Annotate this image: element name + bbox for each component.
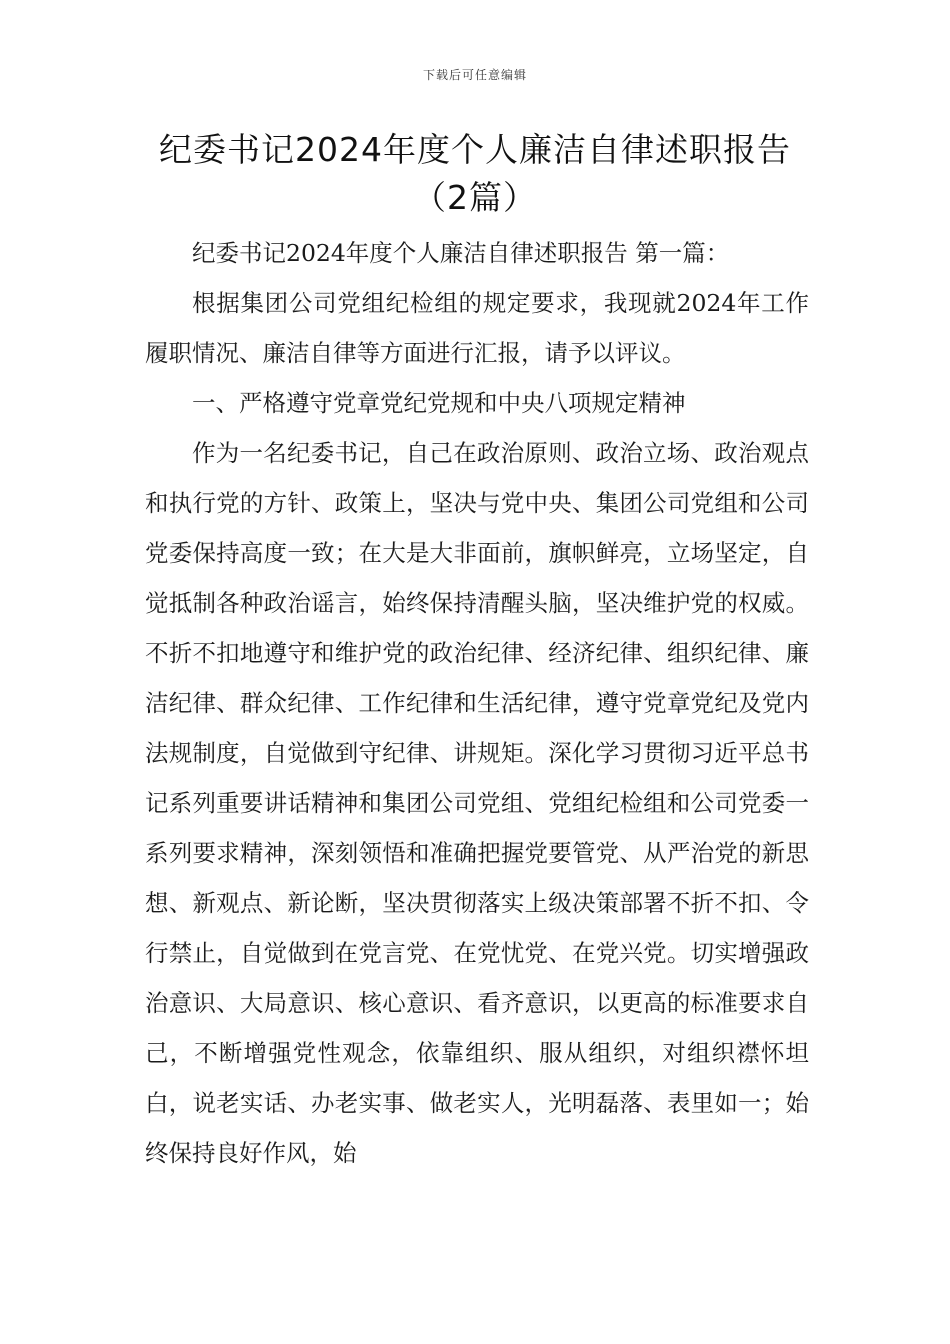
download-note: 下载后可任意编辑 — [422, 68, 527, 82]
intro-paragraph: 根据集团公司党组纪检组的规定要求，我现就2024年工作履职情况、廉洁自律等方面进行汇报，请予以评议。 — [145, 289, 809, 367]
title-line-2: （2篇） — [413, 178, 537, 217]
title-line-1: 纪委书记2024年度个人廉洁自律述职报告 — [159, 130, 791, 169]
body-paragraph: 作为一名纪委书记，自己在政治原则、政治立场、政治观点和执行党的方针、政策上，坚决与党中央、集团公司党组和公司党委保持高度一致；在大是大非面前，旗帜鲜亮，立场坚定，自觉抵制各种政治谣言，始终保持清醒头脑，坚决维护党的权威。不折不扣地遵守和维护党的政治纪律、经济纪律、组织纪律、廉洁纪律、群众纪律、工作纪律和生活纪律，遵守党章党纪及党内法规制度，自觉做到守纪律、讲规矩。深化学习贯彻习近平总书记系列重要讲话精神和集团公司党组、党组纪检组和公司党委一系列要求精神，深刻领悟和准确把握党要管党、从严治党的新思想、新观点、新论断，坚决贯彻落实上级决策部署不折不扣、令行禁止，自觉做到在党言党、在党忧党、在党兴党。切实增强政治意识、大局意识、核心意识、看齐意识，以更高的标准要求自己，不断增强党性观念，依靠组织、服从组织，对组织襟怀坦白，说老实话、办老实事、做老实人，光明磊落、表里如一；始终保持良好作风，始 — [145, 439, 809, 1167]
section-subtitle: 纪委书记2024年度个人廉洁自律述职报告 第一篇： — [192, 239, 730, 267]
document-title — [120, 126, 830, 222]
document-body — [145, 228, 809, 1178]
section-heading: 一、严格遵守党章党纪党规和中央八项规定精神 — [192, 389, 686, 417]
